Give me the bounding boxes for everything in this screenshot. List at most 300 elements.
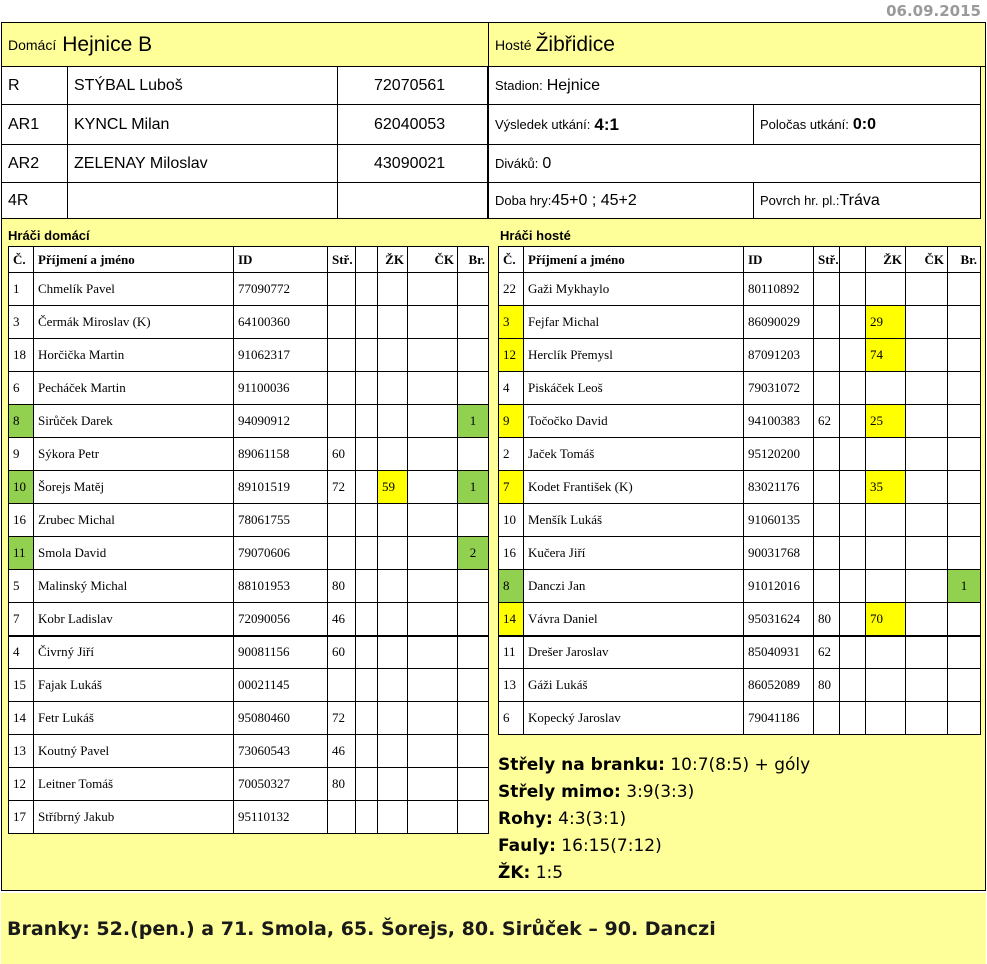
- player-yc: [378, 801, 408, 834]
- player-yc: [378, 438, 408, 471]
- player-yc: [378, 603, 408, 636]
- home-players-table: [8, 246, 489, 834]
- blank-cell: [356, 702, 378, 735]
- player-num: 7: [9, 603, 34, 636]
- player-id: 80110892: [744, 273, 814, 306]
- player-sub: 46: [328, 603, 356, 636]
- player-row: [499, 306, 981, 339]
- player-rc: [408, 768, 458, 801]
- player-name: Koutný Pavel: [34, 735, 234, 768]
- player-row: [9, 471, 489, 504]
- player-sub: [328, 669, 356, 702]
- player-row: [9, 537, 489, 570]
- player-goals: [458, 768, 489, 801]
- player-sub: 62: [814, 636, 840, 669]
- surface-cell: [754, 183, 981, 219]
- surface-label: Povrch hr. pl.:: [760, 193, 840, 208]
- player-rc: [906, 306, 948, 339]
- player-id: 95031624: [744, 603, 814, 636]
- player-rc: [408, 372, 458, 405]
- player-name: Danczi Jan: [524, 570, 744, 603]
- player-num: 8: [499, 570, 524, 603]
- blank-cell: [840, 405, 866, 438]
- official-id: 43090021: [338, 145, 488, 183]
- player-sub: 80: [814, 669, 840, 702]
- player-yc: [378, 306, 408, 339]
- player-sub: [814, 537, 840, 570]
- player-rc: [906, 570, 948, 603]
- player-num: 4: [9, 636, 34, 669]
- player-sub: [328, 504, 356, 537]
- player-rc: [408, 306, 458, 339]
- player-yc: 25: [866, 405, 906, 438]
- player-row: [499, 636, 981, 669]
- player-row: [9, 603, 489, 636]
- player-sub: [328, 405, 356, 438]
- player-goals: [948, 405, 981, 438]
- player-yc: [378, 537, 408, 570]
- player-goals: [948, 537, 981, 570]
- player-id: 91060135: [744, 504, 814, 537]
- player-id: 79041186: [744, 702, 814, 735]
- player-name: Vávra Daniel: [524, 603, 744, 636]
- spectators-value: 0: [542, 154, 552, 172]
- player-num: 8: [9, 405, 34, 438]
- player-name: Gáži Lukáš: [524, 669, 744, 702]
- player-name: Smola David: [34, 537, 234, 570]
- player-sub: 72: [328, 471, 356, 504]
- player-id: 91100036: [234, 372, 328, 405]
- player-num: 10: [499, 504, 524, 537]
- player-rc: [408, 537, 458, 570]
- player-rc: [408, 570, 458, 603]
- column-blank: [840, 247, 866, 273]
- player-rc: [906, 702, 948, 735]
- player-goals: [948, 669, 981, 702]
- player-row: [499, 372, 981, 405]
- result-label: Výsledek utkání:: [495, 117, 591, 132]
- stat-label: Rohy:: [498, 809, 553, 829]
- player-goals: [948, 372, 981, 405]
- player-rc: [408, 438, 458, 471]
- official-name: STÝBAL Luboš: [68, 67, 338, 105]
- column-goals: Br.: [458, 247, 489, 273]
- spectators-cell: [489, 145, 981, 183]
- player-name: Drešer Jaroslav: [524, 636, 744, 669]
- player-yc: [866, 570, 906, 603]
- player-yc: [866, 669, 906, 702]
- player-name: Jaček Tomáš: [524, 438, 744, 471]
- player-num: 9: [499, 405, 524, 438]
- stadium-value: Hejnice: [546, 76, 601, 94]
- column-yc: ŽK: [866, 247, 906, 273]
- blank-cell: [840, 504, 866, 537]
- player-goals: [948, 471, 981, 504]
- player-goals: [458, 570, 489, 603]
- header-row: [499, 247, 981, 273]
- player-rc: [408, 339, 458, 372]
- player-name: Čermák Miroslav (K): [34, 306, 234, 339]
- player-yc: [378, 735, 408, 768]
- player-name: Menšík Lukáš: [524, 504, 744, 537]
- halftime-label: Poločas utkání:: [760, 117, 849, 132]
- player-goals: [458, 702, 489, 735]
- home-team-name: Hejnice B: [62, 32, 153, 56]
- player-row: [499, 537, 981, 570]
- player-id: 64100360: [234, 306, 328, 339]
- player-sub: 60: [328, 636, 356, 669]
- stat-value: 16:15(7:12): [555, 836, 662, 856]
- goals-summary: Branky: 52.(pen.) a 71. Smola, 65. Šorejs, 80. Sirůček – 90. Danczi: [1, 893, 986, 964]
- blank-cell: [356, 570, 378, 603]
- player-goals: [458, 801, 489, 834]
- player-goals: 2: [458, 537, 489, 570]
- blank-cell: [840, 471, 866, 504]
- column-num: Č.: [499, 247, 524, 273]
- player-id: 77090772: [234, 273, 328, 306]
- blank-cell: [840, 537, 866, 570]
- player-num: 17: [9, 801, 34, 834]
- player-rc: [408, 471, 458, 504]
- spectators-label: Diváků:: [495, 156, 539, 171]
- blank-cell: [356, 801, 378, 834]
- away-team-name: Žibřidice: [535, 32, 615, 56]
- player-id: 88101953: [234, 570, 328, 603]
- away-players-table: [498, 246, 981, 735]
- player-name: Malinský Michal: [34, 570, 234, 603]
- player-goals: [458, 438, 489, 471]
- player-goals: [458, 339, 489, 372]
- away-players-title: Hráči hosté: [500, 228, 571, 243]
- player-name: Gaži Mykhaylo: [524, 273, 744, 306]
- player-name: Kobr Ladislav: [34, 603, 234, 636]
- official-id: [338, 183, 488, 219]
- player-yc: [866, 636, 906, 669]
- player-id: 94090912: [234, 405, 328, 438]
- blank-cell: [356, 372, 378, 405]
- player-row: [9, 372, 489, 405]
- official-role: AR1: [2, 105, 68, 145]
- player-id: 79031072: [744, 372, 814, 405]
- player-yc: [866, 372, 906, 405]
- player-row: [499, 570, 981, 603]
- player-id: 86090029: [744, 306, 814, 339]
- player-id: 95110132: [234, 801, 328, 834]
- duration-value: 45+0 ; 45+2: [551, 191, 637, 209]
- player-id: 90081156: [234, 636, 328, 669]
- player-id: 91012016: [744, 570, 814, 603]
- player-goals: [948, 306, 981, 339]
- player-num: 18: [9, 339, 34, 372]
- player-rc: [906, 669, 948, 702]
- duration-cell: [489, 183, 754, 219]
- player-yc: [378, 372, 408, 405]
- result-cell: [489, 105, 754, 145]
- player-yc: [866, 504, 906, 537]
- player-yc: [866, 537, 906, 570]
- player-row: [9, 438, 489, 471]
- player-name: Horčička Martin: [34, 339, 234, 372]
- halftime-cell: [754, 105, 981, 145]
- player-row: [9, 570, 489, 603]
- player-yc: 59: [378, 471, 408, 504]
- player-goals: [948, 504, 981, 537]
- player-goals: [948, 636, 981, 669]
- player-name: Sýkora Petr: [34, 438, 234, 471]
- halftime-value: 0:0: [852, 115, 877, 133]
- stat-label: Střely na branku:: [498, 755, 665, 775]
- blank-cell: [356, 735, 378, 768]
- player-rc: [906, 504, 948, 537]
- player-rc: [906, 372, 948, 405]
- stat-label: Střely mimo:: [498, 782, 621, 802]
- player-id: 89061158: [234, 438, 328, 471]
- column-sub: Stř.: [814, 247, 840, 273]
- player-num: 11: [9, 537, 34, 570]
- player-sub: [328, 801, 356, 834]
- player-num: 5: [9, 570, 34, 603]
- stat-line: [498, 860, 810, 887]
- player-row: [9, 768, 489, 801]
- player-name: Stříbrný Jakub: [34, 801, 234, 834]
- player-sub: [814, 504, 840, 537]
- player-sub: [814, 471, 840, 504]
- player-yc: 74: [866, 339, 906, 372]
- player-name: Sirůček Darek: [34, 405, 234, 438]
- player-num: 9: [9, 438, 34, 471]
- player-num: 16: [499, 537, 524, 570]
- stat-value: 3:9(3:3): [620, 782, 695, 802]
- official-id: 72070561: [338, 67, 488, 105]
- player-row: [499, 438, 981, 471]
- official-id: 62040053: [338, 105, 488, 145]
- player-rc: [408, 636, 458, 669]
- player-rc: [408, 405, 458, 438]
- player-rc: [408, 273, 458, 306]
- player-yc: [378, 570, 408, 603]
- blank-cell: [356, 306, 378, 339]
- duration-label: Doba hry:: [495, 193, 552, 208]
- player-row: [499, 273, 981, 306]
- stat-value: 4:3(3:1): [552, 809, 627, 829]
- blank-cell: [840, 372, 866, 405]
- column-rc: ČK: [408, 247, 458, 273]
- player-yc: 35: [866, 471, 906, 504]
- official-name: KYNCL Milan: [68, 105, 338, 145]
- blank-cell: [840, 438, 866, 471]
- player-id: 79070606: [234, 537, 328, 570]
- home-team-header: [2, 23, 488, 67]
- player-name: Leitner Tomáš: [34, 768, 234, 801]
- player-yc: [378, 504, 408, 537]
- player-row: [499, 405, 981, 438]
- stadium-label: Stadion:: [495, 78, 543, 93]
- player-sub: 80: [328, 768, 356, 801]
- stat-value: 10:7(8:5) + góly: [664, 755, 811, 775]
- player-id: 89101519: [234, 471, 328, 504]
- player-id: 95080460: [234, 702, 328, 735]
- player-yc: [378, 669, 408, 702]
- player-yc: [378, 768, 408, 801]
- header-row: [9, 247, 489, 273]
- player-yc: [378, 339, 408, 372]
- column-name: Příjmení a jméno: [524, 247, 744, 273]
- player-row: [9, 273, 489, 306]
- player-row: [9, 702, 489, 735]
- player-name: Fajak Lukáš: [34, 669, 234, 702]
- player-row: [499, 702, 981, 735]
- column-id: ID: [744, 247, 814, 273]
- player-goals: [458, 273, 489, 306]
- home-label: Domácí: [8, 36, 57, 53]
- player-id: 73060543: [234, 735, 328, 768]
- blank-cell: [840, 702, 866, 735]
- player-sub: 46: [328, 735, 356, 768]
- player-rc: [906, 273, 948, 306]
- player-yc: [378, 273, 408, 306]
- player-row: [9, 405, 489, 438]
- player-id: 86052089: [744, 669, 814, 702]
- player-num: 6: [9, 372, 34, 405]
- player-goals: [948, 273, 981, 306]
- player-sub: [814, 702, 840, 735]
- player-sub: [814, 306, 840, 339]
- player-num: 2: [499, 438, 524, 471]
- player-sub: 72: [328, 702, 356, 735]
- player-rc: [906, 339, 948, 372]
- player-sub: [814, 570, 840, 603]
- player-sub: [328, 537, 356, 570]
- blank-cell: [356, 636, 378, 669]
- player-sub: [814, 273, 840, 306]
- blank-cell: [356, 504, 378, 537]
- player-num: 12: [9, 768, 34, 801]
- player-rc: [906, 471, 948, 504]
- player-num: 12: [499, 339, 524, 372]
- player-sub: 62: [814, 405, 840, 438]
- player-num: 7: [499, 471, 524, 504]
- blank-cell: [840, 273, 866, 306]
- blank-cell: [840, 669, 866, 702]
- player-sub: 80: [328, 570, 356, 603]
- player-yc: [378, 702, 408, 735]
- player-goals: [458, 735, 489, 768]
- player-goals: 1: [458, 405, 489, 438]
- player-goals: [458, 372, 489, 405]
- player-sub: [328, 372, 356, 405]
- player-row: [9, 339, 489, 372]
- player-name: Točočko David: [524, 405, 744, 438]
- home-players-title: Hráči domácí: [8, 228, 90, 243]
- player-sub: [814, 372, 840, 405]
- blank-cell: [840, 636, 866, 669]
- player-row: [499, 471, 981, 504]
- player-goals: 1: [948, 570, 981, 603]
- player-row: [9, 801, 489, 834]
- player-yc: 29: [866, 306, 906, 339]
- player-name: Fejfar Michal: [524, 306, 744, 339]
- column-name: Příjmení a jméno: [34, 247, 234, 273]
- player-rc: [906, 438, 948, 471]
- away-team-header: [489, 23, 985, 67]
- column-yc: ŽK: [378, 247, 408, 273]
- official-role: R: [2, 67, 68, 105]
- player-num: 13: [499, 669, 524, 702]
- blank-cell: [840, 570, 866, 603]
- column-id: ID: [234, 247, 328, 273]
- player-name: Pecháček Martin: [34, 372, 234, 405]
- official-name: ZELENAY Miloslav: [68, 145, 338, 183]
- player-num: 22: [499, 273, 524, 306]
- player-name: Kučera Jiří: [524, 537, 744, 570]
- player-rc: [408, 669, 458, 702]
- blank-cell: [356, 603, 378, 636]
- player-rc: [408, 735, 458, 768]
- player-rc: [906, 603, 948, 636]
- blank-cell: [356, 405, 378, 438]
- stadium-cell: [489, 67, 981, 105]
- player-name: Chmelík Pavel: [34, 273, 234, 306]
- player-goals: [948, 339, 981, 372]
- player-yc: [378, 405, 408, 438]
- player-num: 13: [9, 735, 34, 768]
- player-rc: [408, 603, 458, 636]
- official-role: 4R: [2, 183, 68, 219]
- column-goals: Br.: [948, 247, 981, 273]
- player-rc: [906, 537, 948, 570]
- player-goals: [948, 603, 981, 636]
- player-id: 94100383: [744, 405, 814, 438]
- player-yc: [866, 438, 906, 471]
- player-yc: [866, 702, 906, 735]
- player-rc: [408, 702, 458, 735]
- report-date: 06.09.2015: [886, 2, 981, 20]
- stat-line: [498, 833, 810, 860]
- player-row: [499, 339, 981, 372]
- player-name: Piskáček Leoš: [524, 372, 744, 405]
- player-name: Herclík Přemysl: [524, 339, 744, 372]
- official-role: AR2: [2, 145, 68, 183]
- player-id: 72090056: [234, 603, 328, 636]
- player-id: 85040931: [744, 636, 814, 669]
- player-num: 3: [9, 306, 34, 339]
- player-row: [9, 306, 489, 339]
- column-num: Č.: [9, 247, 34, 273]
- player-goals: 1: [458, 471, 489, 504]
- player-rc: [906, 636, 948, 669]
- player-row: [9, 735, 489, 768]
- result-value: 4:1: [594, 114, 619, 134]
- official-name: [68, 183, 338, 219]
- blank-cell: [356, 438, 378, 471]
- player-name: Kopecký Jaroslav: [524, 702, 744, 735]
- player-rc: [906, 405, 948, 438]
- player-goals: [948, 438, 981, 471]
- player-goals: [458, 636, 489, 669]
- player-sub: 60: [328, 438, 356, 471]
- player-num: 15: [9, 669, 34, 702]
- player-goals: [948, 702, 981, 735]
- blank-cell: [356, 339, 378, 372]
- player-id: 70050327: [234, 768, 328, 801]
- player-goals: [458, 603, 489, 636]
- stat-label: Fauly:: [498, 836, 556, 856]
- player-row: [499, 603, 981, 636]
- stat-label: ŽK:: [498, 863, 531, 883]
- away-label: Hosté: [495, 36, 532, 53]
- player-yc: [866, 273, 906, 306]
- player-goals: [458, 306, 489, 339]
